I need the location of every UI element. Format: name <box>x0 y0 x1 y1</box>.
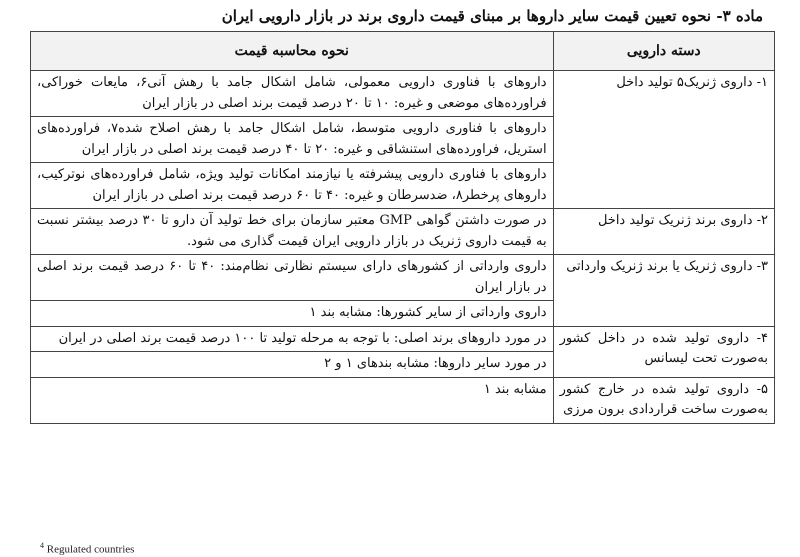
calculation-cell: داروی وارداتی از سایر کشورها: مشابه بند ۱ <box>31 301 554 327</box>
calculation-cell: در مورد سایر داروها: مشابه بندهای ۱ و ۲ <box>31 352 554 378</box>
calculation-cell: در صورت داشتن گواهی GMP معتبر سازمان برای خط تولید آن دارو تا ۳۰ درصد بیشتر نسبت به قیمت داروی ژنریک در بازار دارویی ایران قیمت گذاری می شود. <box>31 209 554 255</box>
calculation-cell: داروهای با فناوری دارویی متوسط، شامل اشکال جامد با رهش اصلاح شده۷، فراورده‌های استریل، فراورده‌های استنشاقی و غیره: ۲۰ تا ۴۰ درصد قیمت برند اصلی در بازار ایران <box>31 117 554 163</box>
pricing-table <box>30 31 775 424</box>
table-row <box>31 255 775 301</box>
article-title: ماده ۳- نحوه تعیین قیمت سایر داروها بر مبنای قیمت داروی برند در بازار دارویی ایران <box>221 7 763 25</box>
category-cell: ۱- داروی ژنریک۵ تولید داخل <box>553 71 774 209</box>
category-cell: ۲- داروی برند ژنریک تولید داخل <box>553 209 774 255</box>
category-cell: ۳- داروی ژنریک یا برند ژنریک وارداتی <box>553 255 774 327</box>
calculation-cell: داروهای با فناوری دارویی معمولی، شامل اشکال جامد با رهش آنی۶، مایعات خوراکی، فراورده‌های موضعی و غیره: ۱۰ تا ۲۰ درصد قیمت برند اصلی در بازار ایران <box>31 71 554 117</box>
header-category: دسته دارویی <box>553 32 774 71</box>
table-header-row <box>31 32 775 71</box>
footnote-text: Regulated countries <box>46 543 135 556</box>
category-cell: ۴- داروی تولید شده در داخل کشور به‌صورت تحت لیسانس <box>553 326 774 377</box>
table-body <box>31 71 775 424</box>
footnote-number: 4 <box>40 541 44 550</box>
table-row <box>31 377 775 423</box>
calculation-cell: داروهای با فناوری دارویی پیشرفته یا نیازمند امکانات تولید ویژه، شامل فراورده‌های نوترکیب، داروهای پرخطر۸، ضدسرطان و غیره: ۴۰ تا ۶۰ درصد قیمت برند اصلی در بازار ایران <box>31 163 554 209</box>
footnote <box>40 541 134 556</box>
table-row <box>31 326 775 352</box>
calculation-cell: داروی وارداتی از کشورهای دارای سیستم نظارتی نظام‌مند: ۴۰ تا ۶۰ درصد قیمت برند اصلی در بازار ایران <box>31 255 554 301</box>
calculation-cell: در مورد داروهای برند اصلی: با توجه به مرحله تولید تا ۱۰۰ درصد قیمت برند اصلی در ایران <box>31 326 554 352</box>
table-row <box>31 71 775 117</box>
header-calculation: نحوه محاسبه قیمت <box>31 32 554 71</box>
table-row <box>31 209 775 255</box>
category-cell: ۵- داروی تولید شده در خارج کشور به‌صورت ساخت قراردادی برون مرزی <box>553 377 774 423</box>
calculation-cell: مشابه بند ۱ <box>31 377 554 423</box>
